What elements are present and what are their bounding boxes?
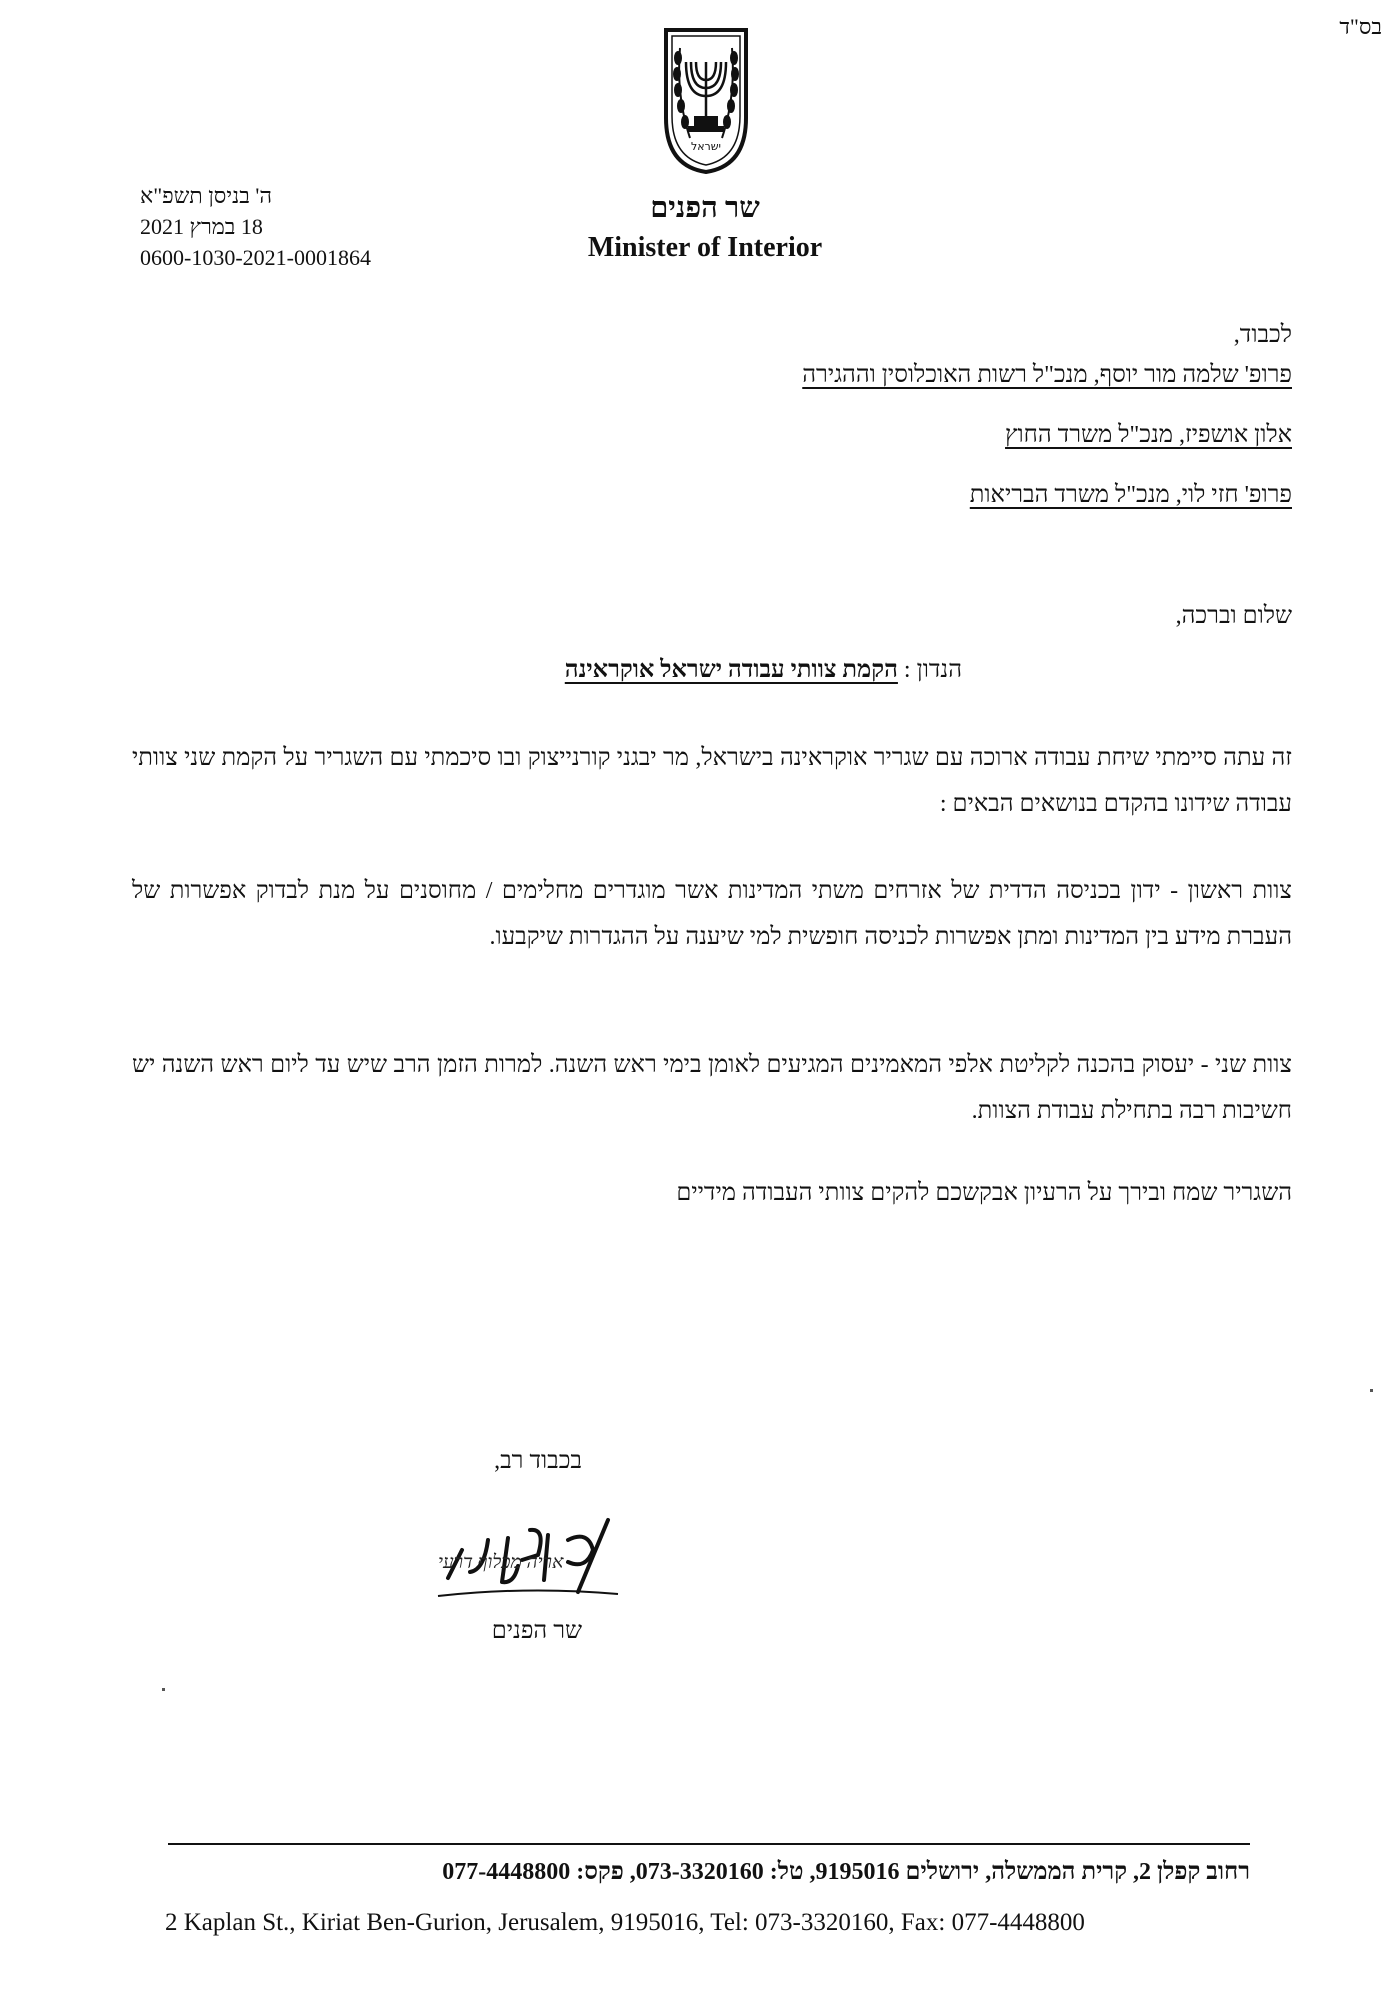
footer-address-hebrew: רחוב קפלן 2, קרית הממשלה, ירושלים 9195016, טל: 073-3320160, פקס: 077-4448800 [442, 1859, 1250, 1885]
footer-address-english: 2 Kaplan St., Kiriat Ben-Gurion, Jerusalem, 9195016, Tel: 073-3320160, Fax: 077-4448800 [165, 1909, 1085, 1936]
greeting: שלום וברכה, [1175, 603, 1292, 629]
state-emblem-icon [660, 26, 752, 176]
footer-divider [168, 1843, 1250, 1845]
reference-number: 0600-1030-2021-0001864 [140, 245, 371, 270]
minister-title-hebrew: שר הפנים [650, 192, 760, 224]
signer-name: אריה מכלוף דרעי [438, 1552, 564, 1573]
signer-title: שר הפנים [491, 1618, 582, 1644]
recipient-3: פרופ' חזי לוי, מנכ"ל משרד הבריאות [969, 482, 1292, 508]
paragraph-1: זה עתה סיימתי שיחת עבודה ארוכה עם שגריר אוקראינה בישראל, מר יבגני קורנייצוק ובו סיכמתי עם השגריר על הקמת שני צוותי עבודה שידונו בהקדם בנושאים הבאים : [132, 745, 1292, 817]
subject-text: הקמת צוותי עבודה ישראל אוקראינה [564, 657, 898, 683]
closing: בכבוד רב, [494, 1448, 582, 1474]
emblem-caption: ישראל [690, 140, 722, 153]
subject-line [565, 657, 962, 684]
salutation-to: לכבוד, [1233, 322, 1292, 348]
recipient-2: אלון אושפיז, מנכ"ל משרד החוץ [1005, 422, 1292, 448]
minister-title-english: Minister of Interior [587, 232, 823, 263]
bsd-mark: בס"ד [1339, 14, 1382, 39]
subject-label: הנדון : [903, 657, 962, 683]
date-block [140, 180, 440, 273]
paragraph-4: השגריר שמח ובירך על הרעיון אבקשכם להקים צוותי העבודה מידיים [676, 1180, 1292, 1206]
scan-speck [162, 1688, 165, 1691]
date-gregorian: 18 במרץ 2021 [140, 214, 263, 239]
paragraph-3: צוות שני - יעסוק בהכנה לקליטת אלפי המאמינים המגיעים לאומן בימי ראש השנה. למרות הזמן הרב שיש עד ליום ראש השנה יש חשיבות רבה בתחילת עבודת הצוות. [132, 1052, 1292, 1124]
paragraph-2: צוות ראשון - ידון בכניסה הדדית של אזרחים משתי המדינות אשר מוגדרים מחלימים / מחוסנים על מנת לבדוק אפשרות של העברת מידע בין המדינות ומתן אפשרות לכניסה חופשית למי שיענה על ההגדרות שיקבעו. [132, 878, 1292, 950]
recipient-1: פרופ' שלמה מור יוסף, מנכ"ל רשות האוכלוסין וההגירה [802, 362, 1292, 388]
date-hebrew: ה' בניסן תשפ"א [140, 183, 272, 208]
scan-speck [1370, 1389, 1373, 1392]
